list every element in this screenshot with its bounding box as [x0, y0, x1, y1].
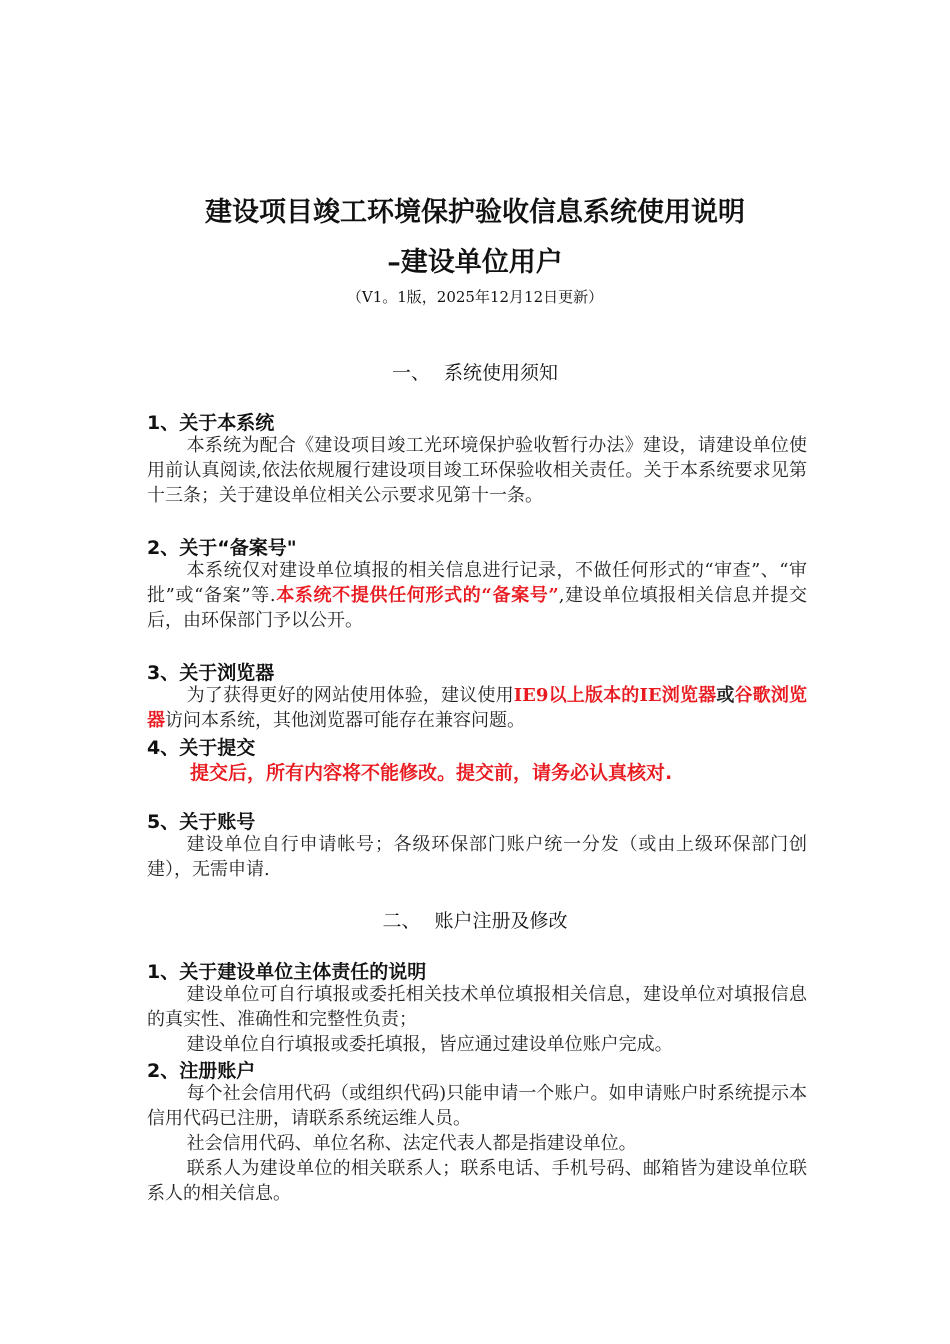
- paragraph-browser: [147, 683, 807, 733]
- item-heading-submit: 4、关于提交: [147, 737, 256, 759]
- text-segment: 或: [716, 685, 735, 706]
- section-number: 二、: [382, 910, 421, 932]
- document-subtitle: –建设单位用户: [387, 247, 563, 278]
- text-segment: 访问本系统，其他浏览器可能存在兼容问题。: [165, 710, 525, 731]
- paragraph-register-2: 社会信用代码、单位名称、法定代表人都是指建设单位。: [186, 1133, 637, 1154]
- item-heading-about-system: 1、关于本系统: [147, 412, 275, 434]
- section-heading-2: [0, 906, 950, 933]
- section-heading-1: [0, 358, 950, 385]
- item-heading-register: 2、注册账户: [147, 1060, 256, 1082]
- warning-text: 本系统不提供任何形式的“备案号”: [275, 585, 559, 606]
- paragraph-responsibility-2: 建设单位自行填报或委托填报，皆应通过建设单位账户完成。: [186, 1034, 673, 1055]
- paragraph-register-1: 每个社会信用代码（或组织代码)只能申请一个账户。如申请账户时系统提示本信用代码已注册，请联系系统运维人员。: [147, 1083, 807, 1129]
- item-heading-record-number: 2、关于“备案号": [147, 537, 297, 559]
- item-heading-browser: 3、关于浏览器: [147, 662, 275, 684]
- submit-warning: 提交后，所有内容将不能修改。提交前，请务必认真核对.: [190, 762, 673, 784]
- text-segment: 本系统仅对建设单位填报的相关信息进行记录，不做任何形式的“审查”、“审批”或“备案”等.: [147, 560, 807, 606]
- version-note: （V1。1版，2025年12月12日更新）: [346, 288, 604, 306]
- highlight-ie-browser: IE9以上版本的IE浏览器: [513, 685, 717, 706]
- document-title: 建设项目竣工环境保护验收信息系统使用说明: [205, 197, 745, 228]
- paragraph-account: 建设单位自行申请帐号；各级环保部门账户统一分发（或由上级环保部门创建），无需申请.: [147, 834, 807, 880]
- section-title: 账户注册及修改: [434, 910, 568, 932]
- section-number: 一、: [391, 362, 430, 384]
- item-heading-account: 5、关于账号: [147, 811, 256, 833]
- paragraph-responsibility-1: 建设单位可自行填报或委托相关技术单位填报相关信息，建设单位对填报信息的真实性、准确性和完整性负责；: [147, 984, 807, 1030]
- paragraph-about-system: 本系统为配合《建设项目竣工光环境保护验收暂行办法》建设，请建设单位使用前认真阅读,依法依规履行建设项目竣工环保验收相关责任。关于本系统要求见第十三条；关于建设单位相关公示要求见第十一条。: [147, 435, 807, 506]
- paragraph-register-3: 联系人为建设单位的相关联系人；联系电话、手机号码、邮箱皆为建设单位联系人的相关信息。: [147, 1158, 807, 1204]
- highlight-chrome-browser: 谷歌浏览器: [147, 685, 808, 731]
- item-heading-responsibility: 1、关于建设单位主体责任的说明: [147, 961, 427, 983]
- section-title: 系统使用须知: [444, 362, 559, 384]
- paragraph-record-number: [147, 558, 807, 633]
- text-segment: 为了获得更好的网站使用体验，建议使用: [186, 685, 514, 706]
- text-segment: ,建设单位填报相关信息并提交后，由环保部门予以公开。: [147, 585, 807, 631]
